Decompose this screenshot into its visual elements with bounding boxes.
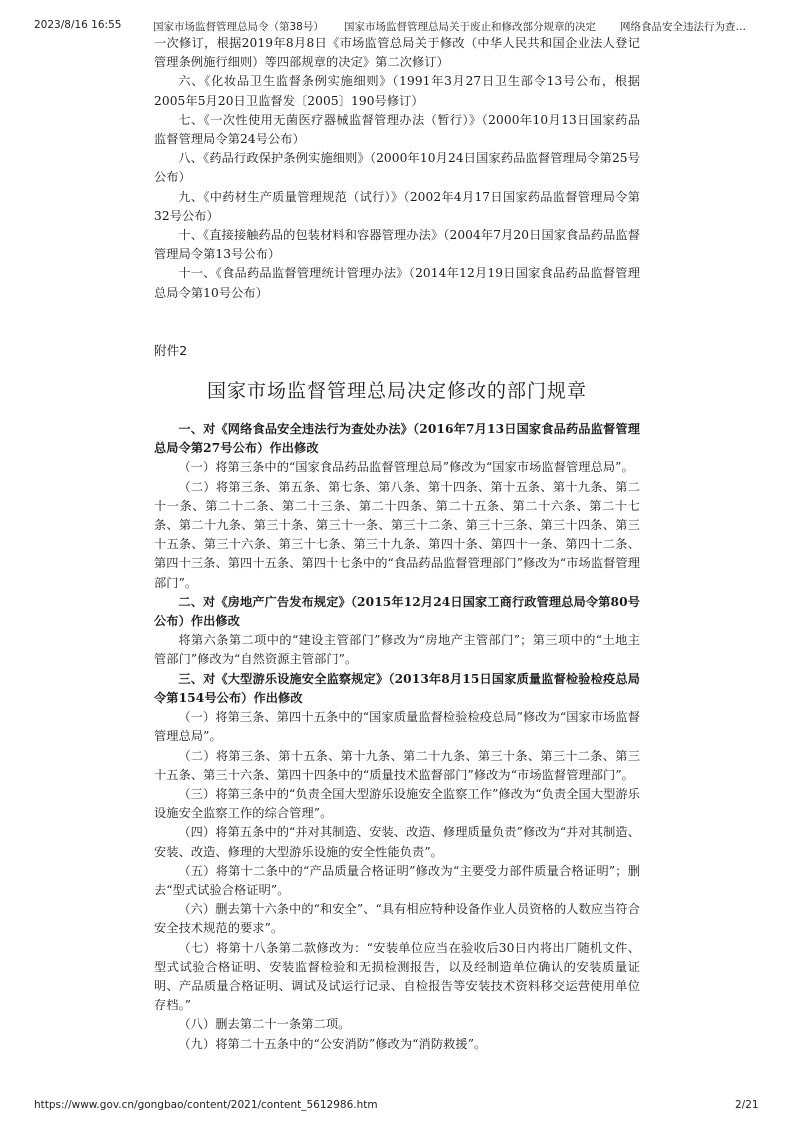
document-title: 国家市场监督管理总局决定修改的部门规章 — [206, 380, 587, 403]
section-3-heading: 三、对《大型游乐设施安全监察规定》（2013年8月15日国家质量监督检验检疫总局令第154号公布）作出修改 — [154, 671, 640, 705]
item-7: 七、《一次性使用无菌医疗器械监督管理办法（暂行）》（2000年10月13日国家药品监督管理局令第24号公布） — [154, 112, 640, 147]
page-url-link[interactable]: https://www.gov.cn/gongbao/content/2021/content_5612986.htm — [34, 1099, 378, 1111]
print-header — [0, 0, 793, 33]
header-title-3: 网络食品安全违法行为查… — [620, 21, 746, 33]
section-3-clause-7: （七）将第十八条第二款修改为：“安装单位应当在验收后30日内将出厂随机文件、型式试验合格证明、安装监督检验和无损检测报告，以及经制造单位确认的安装质量证明、产品质量合格证明、调试及试运行记录、自检报告等安装技术资料移交运营使用单位存档。” — [154, 940, 640, 1013]
section-3-clause-6: （六）删去第十六条中的“和安全”、“具有相应特种设备作业人员资格的人数应当符合安全技术规范的要求”。 — [154, 902, 640, 936]
document-body — [154, 34, 640, 1054]
section-3-clause-5: （五）将第十二条中的“产品质量合格证明”修改为“主要受力部件质量合格证明”；删去“型式试验合格证明”。 — [154, 863, 640, 897]
item-5-continued: 一次修订，根据2019年8月8日《市场监管总局关于修改（中华人民共和国企业法人登记管理条例施行细则）等四部规章的决定》第二次修订） — [154, 36, 640, 70]
section-3-clause-9: （九）将第二十五条中的“公安消防”修改为“消防救援”。 — [178, 1036, 487, 1051]
item-6: 六、《化妆品卫生监督条例实施细则》（1991年3月27日卫生部令13号公布，根据2005年5月20日卫监督发〔2005〕190号修订） — [154, 74, 640, 108]
print-footer — [0, 1092, 793, 1122]
header-title-2: 国家市场监督管理总局关于废止和修改部分规章的决定 — [344, 21, 596, 33]
section-1-heading: 一、对《网络食品安全违法行为查处办法》（2016年7月13日国家食品药品监督管理总局令第27号公布）作出修改 — [154, 422, 640, 456]
section-3-clause-2: （二）将第三条、第十五条、第十九条、第二十九条、第三十条、第三十二条、第三十五条、第三十六条、第四十四条中的“质量技术监督部门”修改为“市场监督管理部门”。 — [154, 748, 640, 782]
item-11: 十一、《食品药品监督管理统计管理办法》（2014年12月19日国家食品药品监督管理总局令第10号公布） — [154, 266, 640, 300]
item-8: 八、《药品行政保护条例实施细则》（2000年10月24日国家药品监督管理局令第25号公布） — [154, 151, 640, 185]
print-datetime: 2023/8/16 16:55 — [34, 19, 122, 31]
section-3-clause-8: （八）删去第二十一条第二项。 — [178, 1017, 351, 1032]
header-title-1: 国家市场监督管理总局令（第38号） — [153, 21, 324, 33]
attachment-label: 附件2 — [154, 342, 188, 358]
section-2-clause-1: 将第六条第二项中的“建设主管部门”修改为“房地产主管部门”；第三项中的“土地主管部门”修改为“自然资源主管部门”。 — [154, 633, 640, 667]
section-1-clause-1: （一）将第三条中的“国家食品药品监督管理总局”修改为“国家市场监督管理总局”。 — [178, 460, 634, 475]
section-2-heading: 二、对《房地产广告发布规定》（2015年12月24日国家工商行政管理总局令第80号公布）作出修改 — [154, 594, 640, 629]
section-3-clause-4: （四）将第五条中的“并对其制造、安装、改造、修理质量负责”修改为“并对其制造、安装、改造、修理的大型游乐设施的安全性能负责”。 — [154, 825, 640, 859]
item-9: 九、《中药材生产质量管理规范（试行）》（2002年4月17日国家药品监督管理局令第32号公布） — [154, 189, 640, 223]
item-10: 十、《直接接触药品的包装材料和容器管理办法》（2004年7月20日国家食品药品监督管理局令第13号公布） — [154, 228, 640, 262]
section-3-clause-3: （三）将第三条中的“负责全国大型游乐设施安全监察工作”修改为“负责全国大型游乐设施安全监察工作的综合管理”。 — [154, 786, 640, 821]
section-1-clause-2: （二）将第三条、第五条、第七条、第八条、第十四条、第十五条、第十九条、第二十一条、第二十二条、第二十三条、第二十四条、第二十五条、第二十六条、第二十七条、第二十九条、第三十条、第三十一条、第三十二条、第三十三条、第三十四条、第三十五条、第三十六条、第三十七条、第三十九条、第四十条、第四十一条、第四十二条、第四十三条、第四十五条、第四十七条中的“食品药品监督管理部门”修改为“市场监督管理部门”。 — [154, 479, 640, 590]
page-number: 2/21 — [735, 1099, 759, 1111]
section-3-clause-1: （一）将第三条、第四十五条中的“国家质量监督检验检疫总局”修改为“国家市场监督管理总局”。 — [154, 710, 640, 744]
